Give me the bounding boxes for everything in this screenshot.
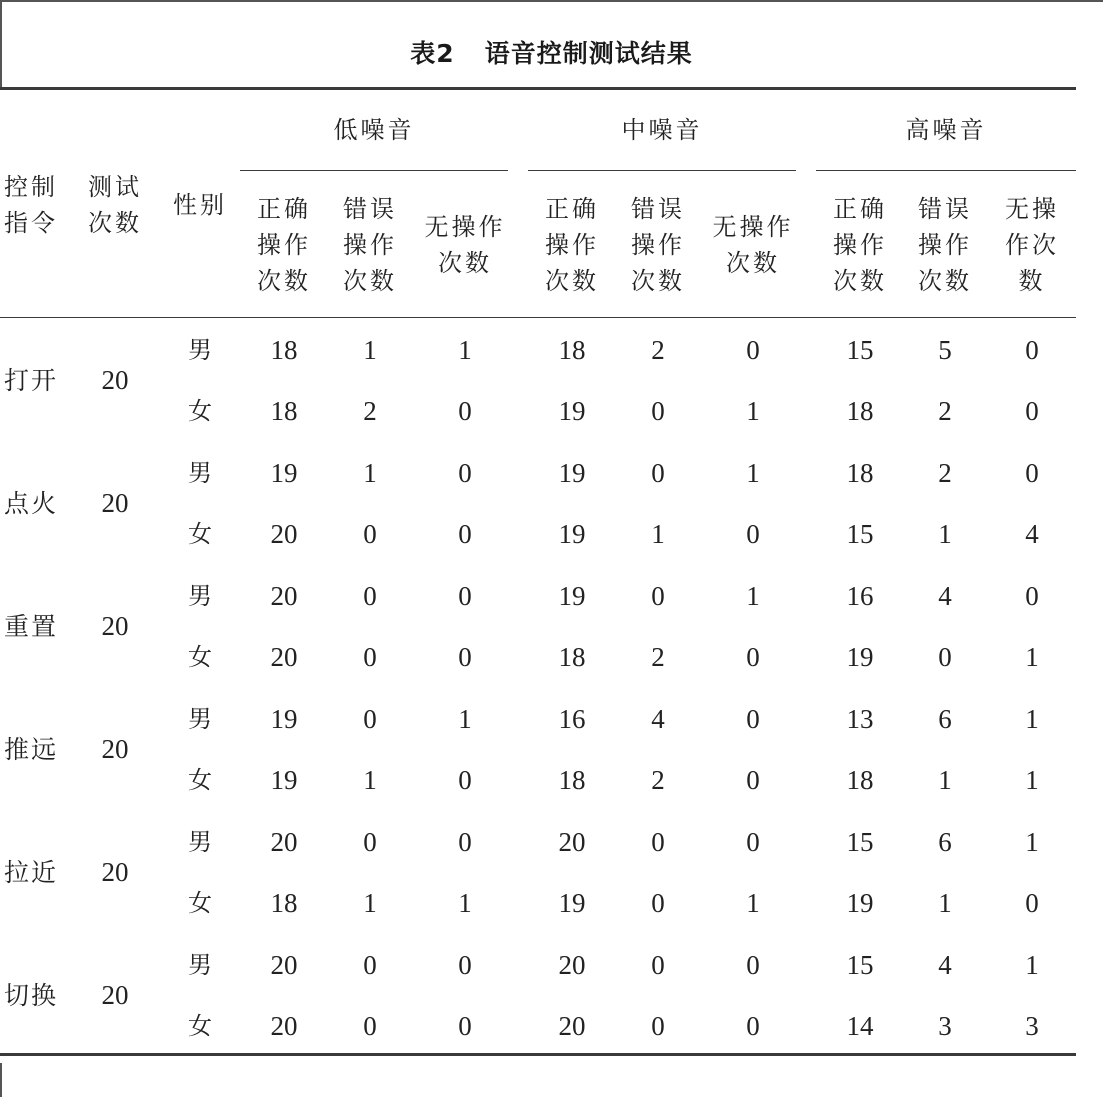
table-cell: 0 xyxy=(458,1011,472,1041)
row-tests: 20 xyxy=(101,734,129,765)
table-cell: 16 xyxy=(558,703,586,734)
table-cell: 0 xyxy=(651,580,665,611)
table-cell: 0 xyxy=(1025,457,1039,488)
table-cell: 1 xyxy=(1025,949,1039,980)
table-cell: 0 xyxy=(651,826,665,857)
row-command: 打开 xyxy=(3,365,58,395)
table-cell: 1 xyxy=(1025,765,1039,795)
table-cell: 0 xyxy=(458,396,472,426)
table-cell: 0 xyxy=(1025,580,1039,611)
table-cell: 13 xyxy=(846,703,874,734)
table-cell: 18 xyxy=(846,457,874,488)
table-cell: 0 xyxy=(363,519,377,549)
table-cell: 6 xyxy=(938,826,952,857)
table-cell: 0 xyxy=(746,1011,760,1041)
table-cell: 0 xyxy=(363,949,377,980)
table-cell: 1 xyxy=(938,519,952,549)
table-cell: 0 xyxy=(651,888,665,918)
noise-rule-mid xyxy=(528,170,796,171)
table-cell: 19 xyxy=(558,580,586,611)
table-cell: 0 xyxy=(363,642,377,672)
table-cell: 3 xyxy=(938,1011,952,1041)
row-command: 点火 xyxy=(3,488,58,518)
table-cell: 1 xyxy=(458,703,472,734)
table-cell: 1 xyxy=(363,765,377,795)
header-sub-correct: 正确操作次数 xyxy=(833,195,887,295)
table-cell: 0 xyxy=(746,334,760,365)
table-cell: 2 xyxy=(363,396,377,426)
header-sub-wrong: 错误操作次数 xyxy=(631,195,685,295)
table-cell: 1 xyxy=(1025,826,1039,857)
header-sub-correct: 正确操作次数 xyxy=(257,195,311,295)
table-cell: 1 xyxy=(746,888,760,918)
table-cell: 0 xyxy=(746,826,760,857)
table-cell: 20 xyxy=(558,1011,586,1041)
table-cell: 0 xyxy=(746,703,760,734)
table-caption: 语音控制测试结果 xyxy=(484,39,693,68)
noise-rule-high xyxy=(816,170,1076,171)
table-cell: 2 xyxy=(651,642,665,672)
header-sub-wrong: 错误操作次数 xyxy=(918,195,972,295)
table-cell: 18 xyxy=(846,396,874,426)
table-cell: 4 xyxy=(938,949,952,980)
table-cell: 0 xyxy=(458,826,472,857)
table-cell: 19 xyxy=(558,396,586,426)
table-cell: 0 xyxy=(746,949,760,980)
row-command: 切换 xyxy=(3,980,58,1010)
table-cell: 0 xyxy=(651,396,665,426)
table-cell: 0 xyxy=(458,765,472,795)
table-cell: 4 xyxy=(1025,519,1039,549)
header-noise-1: 中噪音 xyxy=(621,116,703,144)
table-cell: 20 xyxy=(270,949,298,980)
row-gender: 女 xyxy=(188,889,212,918)
table-cell: 5 xyxy=(938,334,952,365)
table-cell: 20 xyxy=(270,642,298,672)
row-gender: 男 xyxy=(188,581,212,610)
row-gender: 女 xyxy=(188,1012,212,1041)
table-cell: 14 xyxy=(846,1011,874,1041)
table-cell: 0 xyxy=(938,642,952,672)
table-cell: 15 xyxy=(846,949,874,980)
table-cell: 18 xyxy=(558,765,586,795)
header-sub-none: 无操作次数 xyxy=(424,213,506,277)
table-cell: 20 xyxy=(270,580,298,611)
table-cell: 6 xyxy=(938,703,952,734)
table-cell: 0 xyxy=(363,703,377,734)
table-title xyxy=(0,34,1103,74)
noise-rule-low xyxy=(240,170,508,171)
table-cell: 0 xyxy=(458,519,472,549)
table-cell: 0 xyxy=(1025,888,1039,918)
table-cell: 0 xyxy=(458,457,472,488)
table-cell: 2 xyxy=(651,334,665,365)
table-cell: 19 xyxy=(558,519,586,549)
table-cell: 0 xyxy=(1025,396,1039,426)
table-cell: 2 xyxy=(938,396,952,426)
table-cell: 19 xyxy=(558,457,586,488)
table-cell: 0 xyxy=(363,580,377,611)
table-cell: 0 xyxy=(458,642,472,672)
table-cell: 1 xyxy=(651,519,665,549)
table-cell: 16 xyxy=(846,580,874,611)
row-gender: 男 xyxy=(188,458,212,487)
row-gender: 男 xyxy=(188,950,212,979)
table-cell: 19 xyxy=(270,703,298,734)
table-cell: 0 xyxy=(746,765,760,795)
table-cell: 1 xyxy=(1025,703,1039,734)
row-gender: 女 xyxy=(188,766,212,795)
table-cell: 1 xyxy=(363,457,377,488)
row-tests: 20 xyxy=(101,857,129,888)
table-cell: 18 xyxy=(846,765,874,795)
table-cell: 4 xyxy=(938,580,952,611)
header-noise-2: 高噪音 xyxy=(905,116,987,144)
row-gender: 男 xyxy=(188,704,212,733)
row-gender: 男 xyxy=(188,827,212,856)
table-cell: 18 xyxy=(558,334,586,365)
table-cell: 0 xyxy=(458,580,472,611)
frame-left-line-bottom xyxy=(0,1063,2,1097)
table-cell: 19 xyxy=(846,642,874,672)
table-cell: 20 xyxy=(558,949,586,980)
table-cell: 18 xyxy=(558,642,586,672)
table-cell: 19 xyxy=(558,888,586,918)
row-gender: 女 xyxy=(188,520,212,549)
table-cell: 1 xyxy=(746,396,760,426)
table-cell: 18 xyxy=(270,334,298,365)
table-cell: 18 xyxy=(270,888,298,918)
table-cell: 4 xyxy=(651,703,665,734)
row-gender: 女 xyxy=(188,643,212,672)
header-bottom-rule xyxy=(0,317,1076,318)
table-cell: 0 xyxy=(746,642,760,672)
table-cell: 1 xyxy=(746,580,760,611)
table-cell: 1 xyxy=(363,334,377,365)
table-cell: 20 xyxy=(270,826,298,857)
table-cell: 20 xyxy=(270,1011,298,1041)
header-command: 控制指令 xyxy=(4,173,58,237)
table-cell: 0 xyxy=(458,949,472,980)
table-cell: 2 xyxy=(938,457,952,488)
header-sub-wrong: 错误操作次数 xyxy=(343,195,397,295)
header-sub-none: 无操作次数 xyxy=(712,213,794,277)
table-cell: 19 xyxy=(846,888,874,918)
header-sub-none: 无操作次数 xyxy=(1005,195,1059,295)
row-command: 拉近 xyxy=(3,857,58,887)
table-cell: 18 xyxy=(270,396,298,426)
table-cell: 0 xyxy=(1025,334,1039,365)
table-cell: 1 xyxy=(458,888,472,918)
table-cell: 1 xyxy=(1025,642,1039,672)
table-cell: 3 xyxy=(1025,1011,1039,1041)
row-tests: 20 xyxy=(101,488,129,519)
frame-top-line xyxy=(0,0,1103,2)
row-tests: 20 xyxy=(101,611,129,642)
header-tests: 测试次数 xyxy=(88,173,142,237)
table-cell: 15 xyxy=(846,826,874,857)
table-cell: 0 xyxy=(746,519,760,549)
table-number: 表2 xyxy=(410,39,455,68)
header-noise-0: 低噪音 xyxy=(333,116,415,144)
header-gender: 性别 xyxy=(173,191,227,219)
row-gender: 女 xyxy=(188,397,212,426)
table-cell: 15 xyxy=(846,519,874,549)
table-cell: 0 xyxy=(651,949,665,980)
table-cell: 1 xyxy=(938,765,952,795)
table-cell: 0 xyxy=(651,457,665,488)
row-command: 重置 xyxy=(3,611,58,641)
top-rule xyxy=(0,87,1076,90)
table-cell: 1 xyxy=(458,334,472,365)
table-cell: 19 xyxy=(270,765,298,795)
row-command: 推远 xyxy=(3,734,58,764)
table-cell: 2 xyxy=(651,765,665,795)
table-cell: 20 xyxy=(558,826,586,857)
table-cell: 19 xyxy=(270,457,298,488)
table-cell: 0 xyxy=(363,1011,377,1041)
row-gender: 男 xyxy=(188,335,212,364)
table-cell: 0 xyxy=(651,1011,665,1041)
header-sub-correct: 正确操作次数 xyxy=(545,195,599,295)
table-cell: 20 xyxy=(270,519,298,549)
table-cell: 15 xyxy=(846,334,874,365)
table-cell: 1 xyxy=(746,457,760,488)
table-cell: 1 xyxy=(363,888,377,918)
row-tests: 20 xyxy=(101,365,129,396)
table-cell: 1 xyxy=(938,888,952,918)
row-tests: 20 xyxy=(101,980,129,1011)
table-cell: 0 xyxy=(363,826,377,857)
